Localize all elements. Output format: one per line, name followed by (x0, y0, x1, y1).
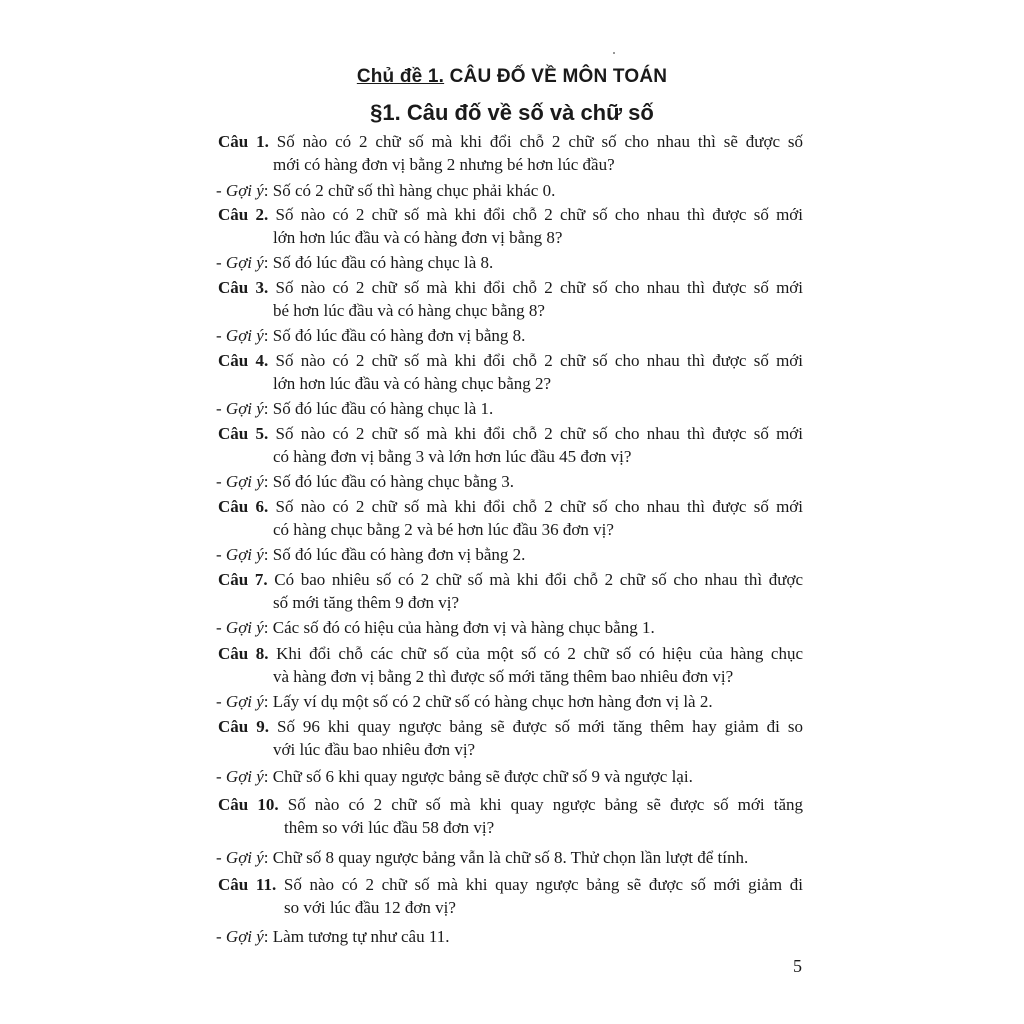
page-number: 5 (793, 956, 802, 976)
hint-label: Gợi ý (225, 767, 264, 786)
question-3 (218, 276, 803, 322)
question-label: Câu 9. (218, 717, 269, 736)
hint-label: Gợi ý (225, 472, 264, 491)
topic-title: CÂU ĐỐ VỀ MÔN TOÁN (449, 66, 668, 87)
hint-label: Gợi ý (225, 618, 264, 637)
hint-text: : Số có 2 chữ số thì hàng chục phải khác 0. (263, 181, 556, 200)
question-label: Câu 11. (218, 875, 277, 894)
hint-text: : Chữ số 8 quay ngược bảng vẫn là chữ số 8. Thử chọn lần lượt để tính. (263, 848, 749, 867)
topic-heading (0, 66, 1024, 88)
hint-8: - Gợi ý: Lấy ví dụ một số có 2 chữ số có hàng chục hơn hàng đơn vị là 2. (216, 692, 713, 711)
hint-9: - Gợi ý: Chữ số 6 khi quay ngược bảng sẽ được chữ số 9 và ngược lại. (216, 767, 693, 786)
question-5 (218, 422, 803, 468)
hint-label: Gợi ý (225, 848, 264, 867)
hint-3: - Gợi ý: Số đó lúc đầu có hàng đơn vị bằng 8. (216, 326, 526, 345)
question-text-line2: có hàng chục bằng 2 và bé hơn lúc đầu 36 đơn vị? (273, 520, 614, 539)
hint-label: Gợi ý (225, 692, 264, 711)
question-text-line1: Số nào có 2 chữ số mà khi quay ngược bảng sẽ được số mới giảm đi (283, 875, 803, 894)
question-text-line1: Số nào có 2 chữ số mà khi đổi chỗ 2 chữ số cho nhau thì được số mới (275, 351, 804, 370)
question-text-line1: Số nào có 2 chữ số mà khi đổi chỗ 2 chữ số cho nhau thì được số mới (275, 278, 804, 297)
question-label: Câu 7. (218, 570, 268, 589)
question-text-line2: mới có hàng đơn vị bằng 2 nhưng bé hơn lúc đầu? (273, 155, 615, 174)
hint-1: - Gợi ý: Số có 2 chữ số thì hàng chục phải khác 0. (216, 181, 556, 200)
hint-text: : Số đó lúc đầu có hàng đơn vị bằng 8. (263, 326, 526, 345)
hint-6: - Gợi ý: Số đó lúc đầu có hàng đơn vị bằng 2. (216, 545, 526, 564)
question-label: Câu 6. (218, 497, 269, 516)
hint-2: - Gợi ý: Số đó lúc đầu có hàng chục là 8. (216, 253, 494, 272)
question-text-line2: lớn hơn lúc đầu và có hàng đơn vị bằng 8? (273, 228, 563, 247)
question-2 (218, 203, 803, 249)
question-label: Câu 5. (218, 424, 269, 443)
hint-text: : Số đó lúc đầu có hàng chục bằng 3. (263, 472, 515, 491)
question-10 (218, 793, 803, 839)
question-label: Câu 2. (218, 205, 269, 224)
question-text-line2: thêm so với lúc đầu 58 đơn vị? (284, 818, 495, 837)
hint-5: - Gợi ý: Số đó lúc đầu có hàng chục bằng 3. (216, 472, 515, 491)
hint-11: - Gợi ý: Làm tương tự như câu 11. (216, 927, 450, 946)
hint-text: : Các số đó có hiệu của hàng đơn vị và hàng chục bằng 1. (263, 618, 655, 637)
question-text-line1: Số nào có 2 chữ số mà khi đổi chỗ 2 chữ số cho nhau thì được số mới (275, 424, 804, 443)
question-label: Câu 10. (218, 795, 279, 814)
question-text-line1: Số 96 khi quay ngược bảng sẽ được số mới tăng thêm hay giảm đi so (276, 717, 804, 736)
question-text-line2: và hàng đơn vị bằng 2 thì được số mới tăng thêm bao nhiêu đơn vị? (273, 667, 734, 686)
hint-7: - Gợi ý: Các số đó có hiệu của hàng đơn vị và hàng chục bằng 1. (216, 618, 655, 637)
question-text-line1: Có bao nhiêu số có 2 chữ số mà khi đổi chỗ 2 chữ số cho nhau thì được (274, 570, 803, 589)
hint-text: : Lấy ví dụ một số có 2 chữ số có hàng chục hơn hàng đơn vị là 2. (263, 692, 713, 711)
question-label: Câu 1. (218, 132, 269, 151)
hint-label: Gợi ý (225, 927, 264, 946)
question-8 (218, 642, 803, 688)
section-title: §1. Câu đố về số và chữ số (370, 100, 654, 125)
scan-speck (613, 52, 615, 54)
question-11 (218, 873, 803, 919)
question-text-line1: Số nào có 2 chữ số mà khi đổi chỗ 2 chữ số cho nhau thì được số mới (275, 497, 804, 516)
question-label: Câu 8. (218, 644, 269, 663)
hint-text: : Làm tương tự như câu 11. (263, 927, 450, 946)
question-text-line2: lớn hơn lúc đầu và có hàng chục bằng 2? (273, 374, 552, 393)
hint-text: : Chữ số 6 khi quay ngược bảng sẽ được chữ số 9 và ngược lại. (263, 767, 693, 786)
hint-label: Gợi ý (225, 545, 264, 564)
hint-label: Gợi ý (225, 181, 264, 200)
question-text-line2: với lúc đầu bao nhiêu đơn vị? (273, 740, 476, 759)
topic-label: Chủ đề 1. (356, 66, 445, 87)
question-text-line2: bé hơn lúc đầu và có hàng chục bằng 8? (273, 301, 545, 320)
hint-4: - Gợi ý: Số đó lúc đầu có hàng chục là 1. (216, 399, 494, 418)
hint-label: Gợi ý (225, 399, 264, 418)
question-text-line1: Số nào có 2 chữ số mà khi quay ngược bảng sẽ được số mới tăng (287, 795, 804, 814)
question-text-line1: Số nào có 2 chữ số mà khi đổi chỗ 2 chữ số cho nhau thì sẽ được số (276, 132, 804, 151)
question-7 (218, 568, 803, 614)
question-text-line1: Số nào có 2 chữ số mà khi đổi chỗ 2 chữ số cho nhau thì được số mới (275, 205, 804, 224)
hint-label: Gợi ý (225, 326, 264, 345)
question-label: Câu 3. (218, 278, 269, 297)
question-label: Câu 4. (218, 351, 269, 370)
question-1 (218, 130, 803, 176)
question-text-line2: số mới tăng thêm 9 đơn vị? (273, 593, 460, 612)
question-9 (218, 715, 803, 761)
question-text-line1: Khi đổi chỗ các chữ số của một số có 2 chữ số có hiệu của hàng chục (276, 644, 804, 663)
hint-text: : Số đó lúc đầu có hàng đơn vị bằng 2. (263, 545, 526, 564)
hint-label: Gợi ý (225, 253, 264, 272)
question-4 (218, 349, 803, 395)
question-6 (218, 495, 803, 541)
hint-text: : Số đó lúc đầu có hàng chục là 8. (263, 253, 494, 272)
question-text-line2: có hàng đơn vị bằng 3 và lớn hơn lúc đầu 45 đơn vị? (273, 447, 632, 466)
hint-text: : Số đó lúc đầu có hàng chục là 1. (263, 399, 494, 418)
hint-10: - Gợi ý: Chữ số 8 quay ngược bảng vẫn là chữ số 8. Thử chọn lần lượt để tính. (216, 848, 749, 867)
question-text-line2: so với lúc đầu 12 đơn vị? (284, 898, 456, 917)
